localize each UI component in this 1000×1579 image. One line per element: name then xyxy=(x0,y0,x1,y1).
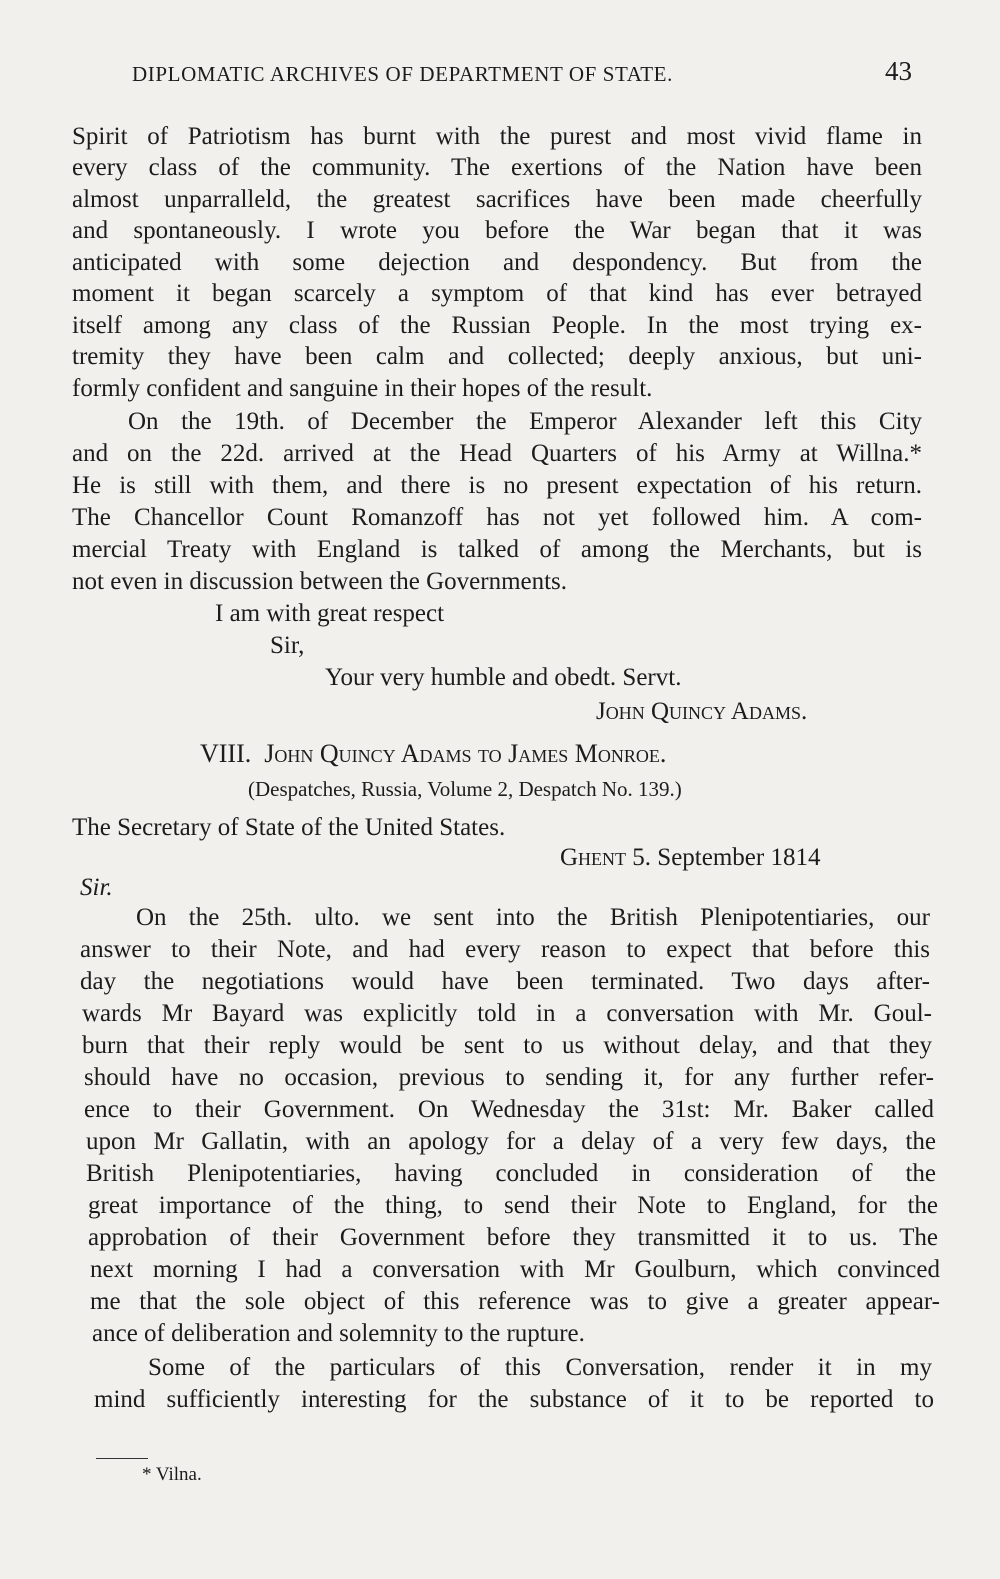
text-line: great importance of the thing, to send their Note to England, for the xyxy=(88,1192,938,1219)
text-line: every class of the community. The exertions of the Nation have been xyxy=(72,154,922,181)
text-line: and spontaneously. I wrote you before the War began that it was xyxy=(72,217,922,244)
closing-line: I am with great respect xyxy=(215,600,445,627)
page-number: 43 xyxy=(885,56,912,86)
text-line: moment it began scarcely a symptom of that kind has ever betrayed xyxy=(72,280,922,307)
text-line: formly confident and sanguine in their hopes of the result. xyxy=(72,375,653,402)
text-line: burn that their reply would be sent to us without delay, and that they xyxy=(82,1032,932,1059)
salutation: Sir. xyxy=(80,874,113,901)
text-line: upon Mr Gallatin, with an apology for a delay of a very few days, the xyxy=(86,1128,936,1155)
text-line: On the 19th. of December the Emperor Alexander left this City xyxy=(128,408,922,435)
dateline xyxy=(560,842,820,874)
closing-line: Your very humble and obedt. Servt. xyxy=(325,664,682,691)
text-line: next morning I had a conversation with Mr Goulburn, which convinced xyxy=(90,1256,940,1283)
text-line: almost unparralleld, the greatest sacrifices have been made cheerfully xyxy=(72,186,922,213)
text-line: The Chancellor Count Romanzoff has not yet followed him. A com- xyxy=(72,504,922,531)
section-number: VIII. xyxy=(200,739,252,768)
text-line: day the negotiations would have been terminated. Two days after- xyxy=(80,968,930,995)
text-line: He is still with them, and there is no present expectation of his return. xyxy=(72,472,922,499)
text-line: should have no occasion, previous to sending it, for any further refer- xyxy=(84,1064,934,1091)
text-line: anticipated with some dejection and despondency. But from the xyxy=(72,249,922,276)
date: 5. September 1814 xyxy=(632,844,821,871)
text-line: tremity they have been calm and collected; deeply anxious, but uni- xyxy=(72,343,922,370)
footnote: * Vilna. xyxy=(142,1464,202,1485)
text-line: On the 25th. ulto. we sent into the British Plenipotentiaries, our xyxy=(136,904,930,931)
text-line: itself among any class of the Russian People. In the most trying ex- xyxy=(72,312,922,339)
text-line: mercial Treaty with England is talked of among the Merchants, but is xyxy=(72,536,922,563)
text-line: Some of the particulars of this Conversation, render it in my xyxy=(148,1354,932,1381)
text-line: ance of deliberation and solemnity to the rupture. xyxy=(92,1320,585,1347)
footnote-rule xyxy=(96,1458,148,1459)
section-title: John Quincy Adams to James Monroe. xyxy=(264,739,667,768)
section-heading xyxy=(200,738,666,770)
text-line: answer to their Note, and had every reason to expect that before this xyxy=(80,936,930,963)
closing-salutation: Sir, xyxy=(270,632,305,659)
place: Ghent xyxy=(560,844,627,871)
page-header xyxy=(132,52,912,92)
text-line: and on the 22d. arrived at the Head Quarters of his Army at Willna.* xyxy=(72,440,922,467)
addressee: The Secretary of State of the United States. xyxy=(72,814,506,841)
signature: John Quincy Adams. xyxy=(596,698,808,725)
text-line: British Plenipotentiaries, having concluded in consideration of the xyxy=(86,1160,936,1187)
running-head: DIPLOMATIC ARCHIVES OF DEPARTMENT OF STATE. xyxy=(132,62,673,86)
text-line: not even in discussion between the Governments. xyxy=(72,568,568,595)
text-line: ence to their Government. On Wednesday the 31st: Mr. Baker called xyxy=(84,1096,934,1123)
text-line: approbation of their Government before they transmitted it to us. The xyxy=(88,1224,938,1251)
text-line: mind sufficiently interesting for the substance of it to be reported to xyxy=(94,1386,934,1413)
text-line: Spirit of Patriotism has burnt with the purest and most vivid flame in xyxy=(72,123,922,150)
source-citation: (Despatches, Russia, Volume 2, Despatch No. 139.) xyxy=(248,777,682,801)
text-line: me that the sole object of this reference was to give a greater appear- xyxy=(90,1288,940,1315)
text-line: wards Mr Bayard was explicitly told in a conversation with Mr. Goul- xyxy=(82,1000,932,1027)
